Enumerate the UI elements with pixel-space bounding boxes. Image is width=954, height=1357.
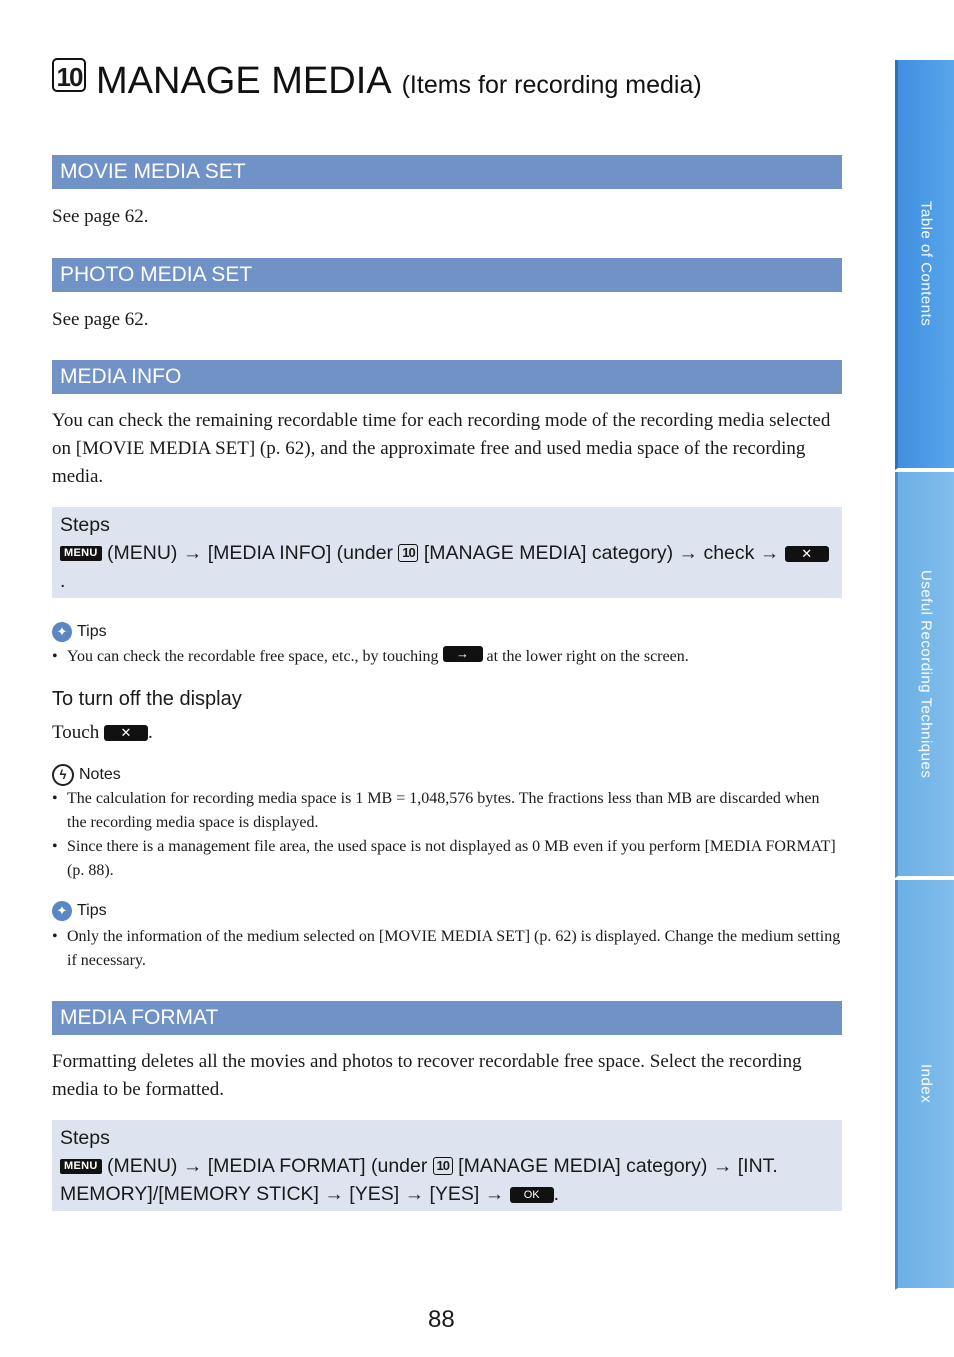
media-info-text: You can check the remaining recordable time for each recording mode of the recording media selected on [MOVIE MEDIA SET] (p. 62), and the approximate free and used media space of the recording media. [52, 410, 831, 487]
sidetab-label: Table of Contents [917, 201, 935, 327]
tips-list-2 [52, 925, 842, 973]
tips-heading-1 [52, 622, 107, 642]
tips-heading-2 [52, 901, 107, 921]
section-heading-movie-media-set: MOVIE MEDIA SET [52, 155, 842, 189]
lightbulb-icon: ✦ [52, 901, 72, 921]
movie-media-set-text: See page 62. [52, 206, 149, 227]
manage-media-category-icon: 10 [398, 544, 418, 562]
tips-list-1 [52, 645, 842, 669]
media-format-text: Formatting deletes all the movies and photos to recover recordable free space. Select the recording media to be formatted. [52, 1051, 802, 1100]
lightbulb-icon: ✦ [52, 622, 72, 642]
list-item: • The calculation for recording media space is 1 MB = 1,048,576 bytes. The fractions less than MB are discarded when the recording media space is displayed. [52, 787, 842, 835]
section-heading-media-format: MEDIA FORMAT [52, 1001, 842, 1035]
close-button-icon: ✕ [785, 546, 829, 562]
steps-instruction [60, 1152, 834, 1208]
steps-text-1: (MENU) → [MEDIA INFO] (under [101, 542, 399, 564]
steps-text-end: . [60, 570, 66, 592]
page-title [52, 58, 702, 100]
notes-warning-icon: ϟ [52, 764, 74, 786]
manage-media-category-icon: 10 [433, 1157, 453, 1175]
page-number: 88 [428, 1306, 455, 1333]
list-item: • Only the information of the medium selected on [MOVIE MEDIA SET] (p. 62) is displayed. Change the medium setting if necessary. [52, 925, 842, 973]
steps-text-2: [MANAGE MEDIA] category) → [INT. MEMORY]/[MEMORY STICK] → [YES] → [YES] → [60, 1155, 778, 1205]
steps-text-1: (MENU) → [MEDIA FORMAT] (under [101, 1155, 433, 1177]
arrow-button-icon: → [443, 646, 483, 662]
ok-button-icon: OK [510, 1187, 554, 1203]
steps-label: Steps [60, 514, 110, 536]
notes-heading [52, 764, 121, 786]
section-heading-media-info: MEDIA INFO [52, 360, 842, 394]
sidetab-label: Index [917, 1064, 935, 1104]
sidetab-useful-recording-techniques[interactable] [895, 472, 954, 878]
manage-media-category-icon: 10 [52, 58, 86, 92]
tips-label: Tips [77, 902, 107, 919]
title-subtitle: (Items for recording media) [401, 71, 702, 99]
turn-off-heading: To turn off the display [52, 688, 242, 710]
sidetab-label: Useful Recording Techniques [917, 569, 935, 779]
tips-label: Tips [77, 623, 107, 640]
media-info-steps [52, 507, 842, 598]
menu-button-icon: MENU [60, 1159, 102, 1174]
turn-off-text: Touch ✕ . [52, 722, 153, 743]
list-item: • Since there is a management file area, the used space is not displayed as 0 MB even if you perform [MEDIA FORMAT] (p. 88). [52, 835, 842, 883]
photo-media-set-text: See page 62. [52, 309, 149, 330]
steps-label: Steps [60, 1127, 110, 1149]
menu-button-icon: MENU [60, 546, 102, 561]
notes-label: Notes [79, 766, 121, 783]
steps-text-2: [MANAGE MEDIA] category) → check → [418, 542, 785, 564]
sidetab-index[interactable] [895, 880, 954, 1290]
section-heading-photo-media-set: PHOTO MEDIA SET [52, 258, 842, 292]
close-button-icon: ✕ [104, 725, 148, 741]
steps-instruction [60, 539, 834, 595]
sidetab-table-of-contents[interactable] [895, 60, 954, 470]
list-item: • You can check the recordable free space, etc., by touching → at the lower right on the screen. [52, 645, 842, 669]
notes-list [52, 787, 842, 883]
media-format-steps [52, 1120, 842, 1211]
title-main: MANAGE MEDIA [96, 60, 392, 102]
steps-text-end: . [553, 1183, 560, 1205]
